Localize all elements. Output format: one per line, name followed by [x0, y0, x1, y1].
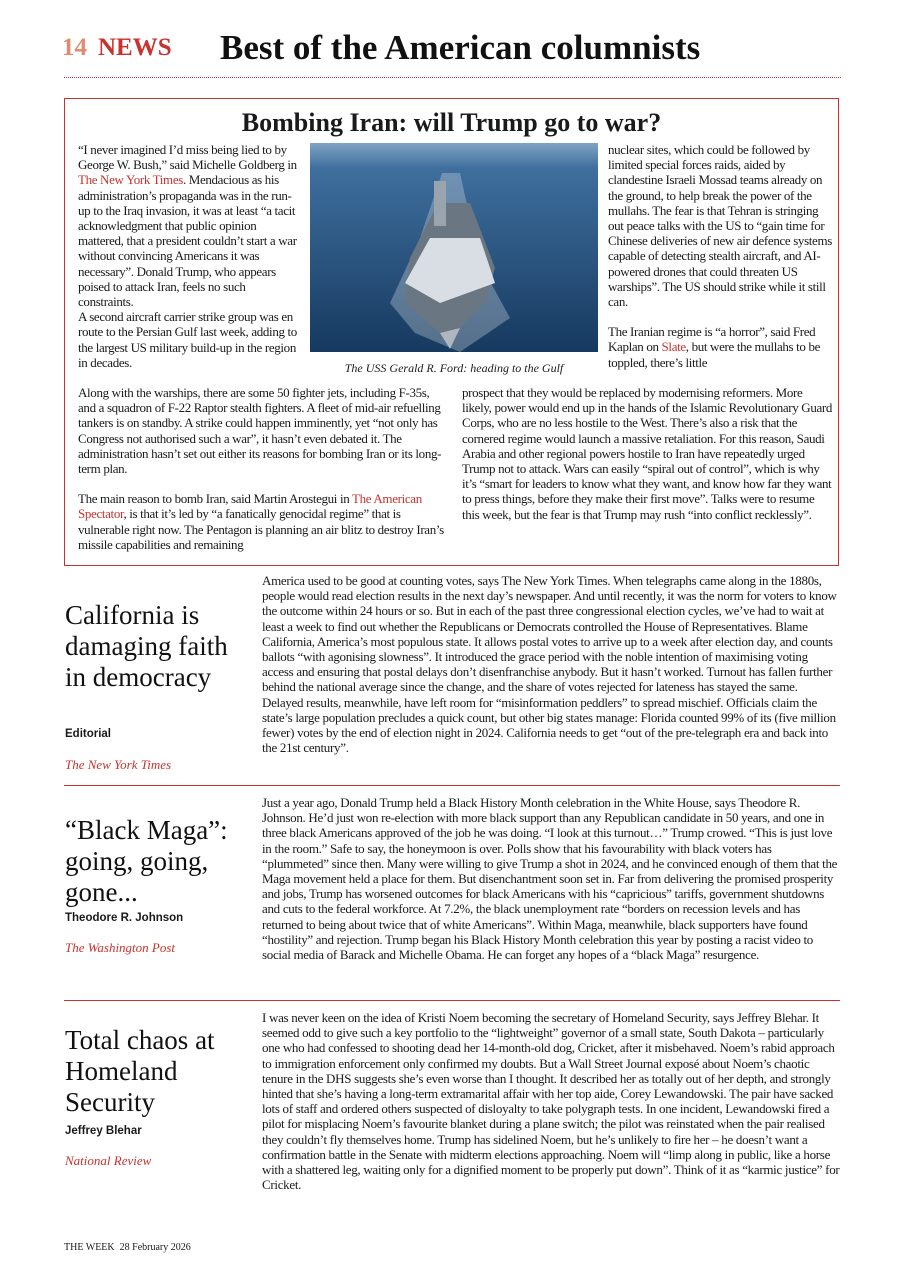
column-body: America used to be good at counting votes, says The New York Times. When telegraphs came along in the 1880s, people would read election results in the next day’s newspaper. And until recently, it was the norm for voters to know the outcome within 24 hours or so. But in each of the past three congressional election cycles, we’ve had to wait at least a week to find out whether the Republicans or Democrats controlled the House of Representatives. Blame California, America’s most populous state. It allows postal votes to arrive up to a week after election day, and counts ballots “with agonising slowness”. It introduced the grace period with the noble intention of maximising voting access and ensuring that postal delays don’t disenfranchise anybody. But it hasn’t worked. Turnout has fallen further behind the national average since the change, and the share of votes rejected for lateness has stayed the same. Delayed results, meanwhile, have left room for “misinformation peddlers” to spread mischief. Officials claim the state’s large population precludes a quick count, but other big states manage: Florida counted 99% of its (five million fewer) votes by the end of election night in 2024. California needs to get “out of the pre-telegraph era and back into the 21st century”. — [262, 573, 837, 756]
paragraph: Along with the warships, there are some 50 fighter jets, including F-35s, and a squadron of F-22 Raptor stealth fighters. A fleet of mid-air refuelling tankers is on standby. A strike could happen imminently, yet “not only has Congress not authorised such a war”, it hasn’t even debated it. The administration hasn’t set out either its reasons for bombing Iran or its long-term plan. — [78, 385, 442, 477]
paragraph — [608, 324, 834, 370]
text: “I never imagined I’d miss being lied to by George W. Bush,” said Michelle Goldberg in — [78, 142, 297, 173]
column-title: California is damaging faith in democracy — [65, 600, 228, 692]
text: The Iranian regime is “a horror”, said Fred Kaplan on — [608, 324, 816, 355]
text: . Mendacious as his administration’s propaganda was in the run-up to the Iraq invasion, it was at least “a tacit acknowledgment that public opinion mattered, that a president couldn’t start a war without convincing Americans it was necessary”. Donald Trump, who appears poised to attack Iran, feels no such constraints. — [78, 172, 297, 310]
section-divider — [64, 1000, 840, 1001]
column-author: Theodore R. Johnson — [65, 912, 184, 924]
column-body: Just a year ago, Donald Trump held a Black History Month celebration in the White House, says Theodore R. Johnson. He’d just won re-election with more black support than any Republican candidate in 50 years, and one in three black Americans approved of the job he was doing. “I look at this turnout…” Trump crowed. “This is just love in the room.” Safe to say, the honeymoon is over. Polls show that his favourability with black voters has “plummeted” since then. Many were willing to give Trump a shot in 2024, and he convinced enough of them that the Maga movement held a place for them. But disenchantment soon set in. Far from delivering the promised prosperity and jobs, Trump has worsened outcomes for black Americans with his “capricious” tariffs, government shutdowns and cuts to the federal workforce. At 7.2%, the black unemployment rate “borders on recession levels and has returned to being about twice that of white Americans”. Within Maga, meanwhile, black supporters have found “hostility” and rejection. Trump began his Black History Month celebration this year by posting a racist video to social media of Barack and Michelle Obama. He can forget any hopes of a “black Maga” resurgence. — [262, 795, 838, 963]
publication-name: THE WEEK — [64, 1242, 115, 1253]
feature-right-column — [608, 142, 834, 370]
feature-title: Bombing Iran: will Trump go to war? — [241, 108, 662, 137]
issue-date: 28 February 2026 — [119, 1242, 191, 1253]
column-author: Editorial — [65, 728, 112, 740]
feature-bottom-right — [462, 385, 834, 522]
text: , but were the mullahs to be toppled, there’s little — [608, 339, 821, 370]
section-label: NEWS — [98, 34, 172, 61]
source-link[interactable]: The American Spectator — [78, 491, 422, 522]
column-source: The New York Times — [65, 757, 172, 772]
paragraph: prospect that they would be replaced by modernising reformers. More likely, power would end up in the hands of the Islamic Revolutionary Guard Corps, who are no less hostile to the West. There’s also a risk that the cornered regime would launch a massive retaliation. For this reason, Saudi Arabia and other regional powers hostile to Iran have repeatedly urged Trump not to attack. Wars can easily “spiral out of control”, which is why it’s “smart for leaders to know what they want, and know how far they want to press things, before they make their first move”. Talks were to resume this week, but the fear is that Trump may rush “into conflict recklessly”. — [462, 385, 833, 522]
page-number: 14 — [62, 34, 87, 61]
paragraph: A second aircraft carrier strike group was en route to the Persian Gulf last week, adding to the largest US military build-up in the region in decades. — [78, 309, 297, 370]
column-author: Jeffrey Blehar — [65, 1125, 142, 1137]
page-title: Best of the American columnists — [220, 28, 701, 67]
column-title: “Black Maga”: going, going, gone... — [65, 815, 228, 907]
feature-left-column — [78, 142, 302, 370]
column-body: I was never keen on the idea of Kristi Noem becoming the secretary of Homeland Security, says Jeffrey Blehar. It seemed odd to give such a key portfolio to the “lightweight” governor of a small state, South Dakota – particularly one who had confessed to shooting dead her 14-month-old dog, Cricket, after it misbehaved. Noem’s rabid approach to immigration enforcement only confirmed my doubts. But a Wall Street Journal exposé about Noem’s chaotic tenure in the DHS suggests she’s even worse than I thought. It described her as totally out of her depth, and strongly hinted that she’s having a long-term extramarital affair with her top aide, Corey Lewandowski. The pair have sacked lots of staff and ordered others suspected of disloyalty to take polygraph tests. In one incident, Lewandowski fired a pilot for misplacing Noem’s favourite blanket during a plane switch; the pilot was reinstated when the pair realised they couldn’t fly themselves home. Trump has sidelined Noem, but he’s unlikely to fire her – he doesn’t want a confirmation battle in the Senate with midterm elections approaching. Noem will “limp along in public, like a horse with a shattered leg, waiting only for a dignified moment to be properly put down”. Think of it as “karmic justice” for Cricket. — [262, 1010, 840, 1193]
text: , is that it’s led by “a fanatically genocidal regime” that is vulnerable right now. The Pentagon is planning an air blitz to destroy Iran’s missile capabilities and remaining — [78, 506, 444, 552]
aircraft-carrier-photo — [310, 143, 598, 352]
section-divider — [64, 785, 840, 786]
header-rule — [64, 77, 841, 78]
column-title: Total chaos at Homeland Security — [65, 1025, 215, 1117]
footer — [64, 1242, 191, 1253]
source-link[interactable]: The New York Times — [78, 172, 183, 188]
column-source: National Review — [65, 1153, 152, 1168]
paragraph: nuclear sites, which could be followed by limited special forces raids, aided by clandestine Israeli Mossad teams already on the ground, to help break the power of the mullahs. The fear is that Tehran is stringing out peace talks with the US to “gain time for Chinese deliveries of new air defence systems capable of detecting stealth aircraft, and AI-powered drones that could threaten US warships”. The US should strike while it still can. — [608, 142, 832, 310]
source-link[interactable]: Slate — [661, 339, 686, 355]
photo-caption: The USS Gerald R. Ford: heading to the Gulf — [344, 361, 564, 375]
paragraph — [78, 491, 446, 552]
feature-bottom-left — [78, 385, 446, 552]
column-source: The Washington Post — [65, 940, 176, 955]
paragraph — [78, 142, 302, 309]
text: The main reason to bomb Iran, said Martin Arostegui in — [78, 491, 353, 507]
